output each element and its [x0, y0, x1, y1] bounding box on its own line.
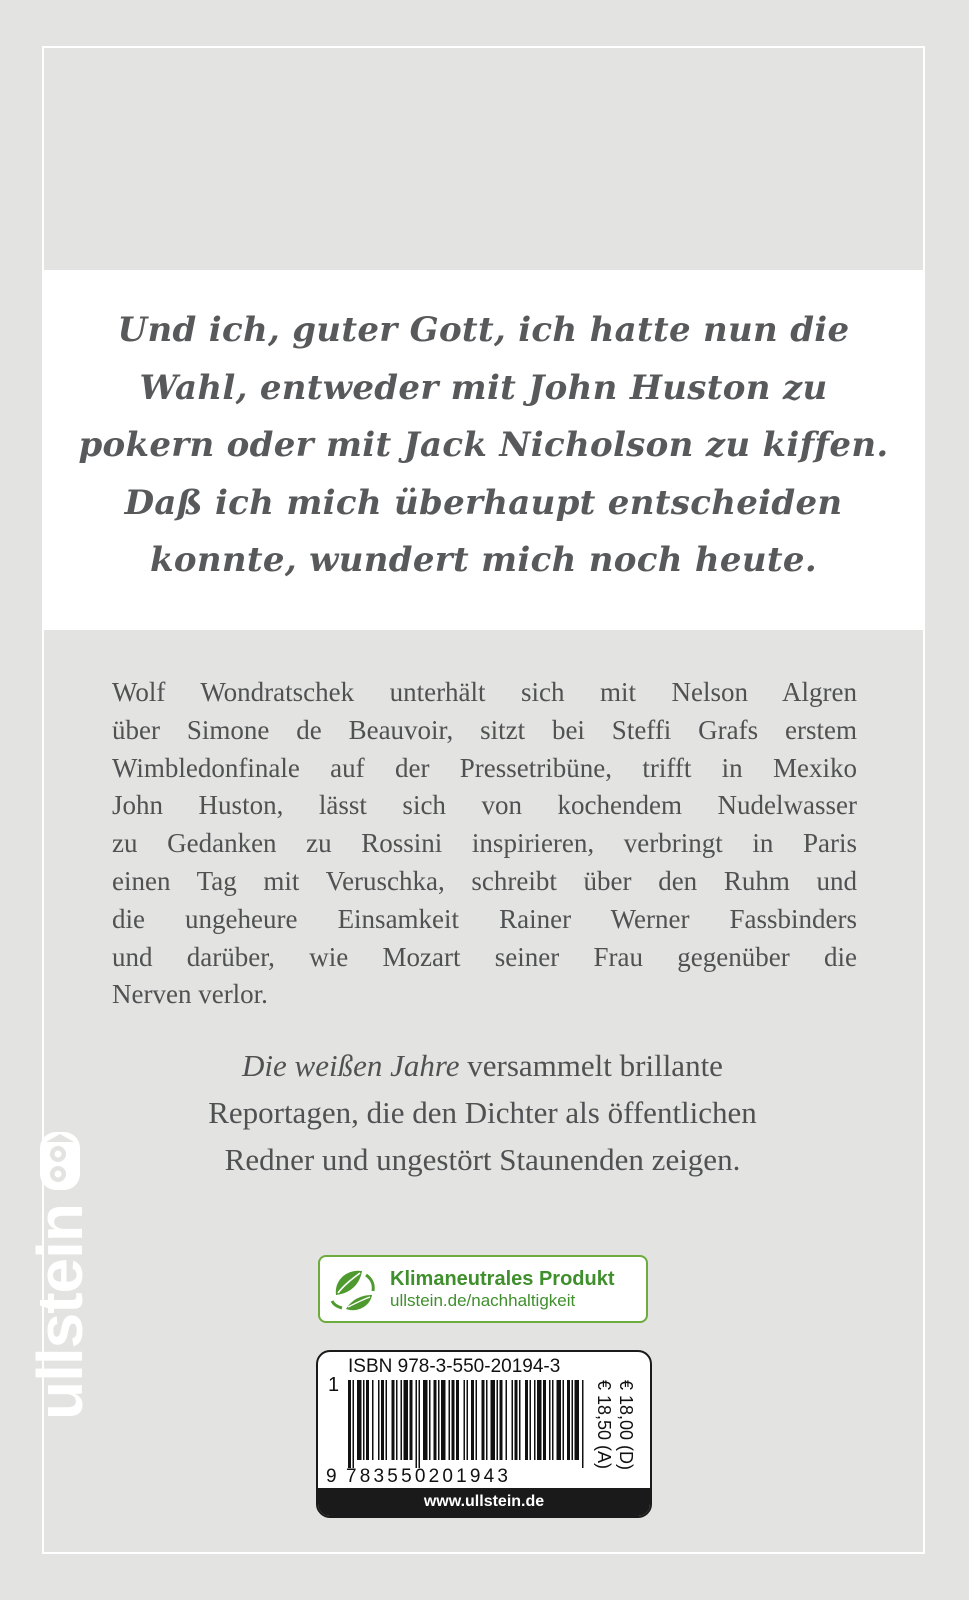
barcode-bar [363, 1380, 365, 1460]
blurb-line: Nerven verlor. [112, 979, 268, 1010]
quote-line: Daß ich mich überhaupt entscheiden [124, 482, 843, 523]
barcode-bar [534, 1380, 536, 1460]
badge-url: ullstein.de/nachhaltigkeit [390, 1291, 576, 1310]
barcode-bar [348, 1380, 351, 1468]
barcode-bar [381, 1380, 384, 1460]
barcode-bar [486, 1380, 488, 1460]
barcode-bar [401, 1380, 403, 1460]
climate-neutral-badge [318, 1255, 648, 1323]
barcode-bar [476, 1380, 478, 1460]
barcode-bar [552, 1380, 554, 1460]
barcode-bar [515, 1380, 518, 1460]
price-austria: € 18,50 (A) [594, 1380, 614, 1470]
leaf-globe-icon [326, 1261, 382, 1317]
barcode-bar [471, 1380, 474, 1460]
blurb-line: zu Gedanken zu Rossini inspirieren, verbringt in Paris [112, 828, 857, 859]
badge-title: Klimaneutrales Produkt [390, 1268, 615, 1290]
barcode-bar [563, 1380, 565, 1460]
barcode-bar [357, 1380, 362, 1460]
pitch-paragraph [110, 1042, 855, 1183]
edition-number: 1 [328, 1374, 340, 1396]
barcode-bar [452, 1380, 455, 1460]
barcode-bar [519, 1380, 521, 1460]
owl-logo-icon [36, 1130, 84, 1192]
barcode-bar [429, 1380, 431, 1460]
barcode-bar [441, 1380, 446, 1460]
barcode-bar [464, 1380, 466, 1460]
pitch-line [110, 1042, 855, 1089]
publisher-name: ullstein [24, 1203, 96, 1420]
pitch-line: Redner und ungestört Staunenden zeigen. [224, 1142, 741, 1177]
barcode-bar [366, 1380, 369, 1460]
barcode-bar [419, 1380, 421, 1468]
isbn-number: ISBN 978-3-550-20194-3 [348, 1356, 561, 1377]
barcode-bar [456, 1380, 459, 1460]
barcode-bar [449, 1380, 451, 1460]
barcode-bar [392, 1380, 395, 1460]
barcode-bar [386, 1380, 388, 1460]
badge-text [390, 1267, 615, 1311]
book-title: Die weißen Jahre [242, 1048, 460, 1083]
blurb-line: die ungeheure Einsamkeit Rainer Werner Fassbinders [112, 903, 857, 934]
blurb-paragraph [112, 674, 857, 1014]
quote-line: konnte, wundert mich noch heute. [150, 540, 817, 580]
barcode-bar [467, 1380, 469, 1460]
barcode-bar [525, 1380, 528, 1460]
barcode-bar [416, 1380, 418, 1468]
blurb-line: John Huston, lässt sich von kochendem Nudelwasser [112, 790, 857, 821]
barcode-bar [434, 1380, 437, 1460]
barcode-bars [348, 1380, 584, 1468]
publisher-logo [24, 1130, 96, 1420]
barcode-bar [396, 1380, 398, 1460]
quote-line: pokern oder mit Jack Nicholson zu kiffen. [78, 425, 889, 465]
publisher-website: www.ullstein.de [318, 1488, 650, 1516]
price-germany: € 18,00 (D) [616, 1380, 636, 1471]
barcode-bar [575, 1380, 580, 1460]
quote-line: Wahl, entweder mit John Huston zu [139, 367, 828, 408]
barcode-bar [378, 1380, 380, 1460]
barcode-bar [438, 1380, 440, 1460]
blurb-line: Wolf Wondratschek unterhält sich mit Nelson Algren [112, 677, 857, 707]
blurb-line: einen Tag mit Veruschka, schreibt über den Ruhm und [112, 865, 857, 896]
barcode-first-digit: 9 [326, 1466, 337, 1487]
barcode-bar [557, 1380, 562, 1460]
barcode-bar [572, 1380, 574, 1460]
barcode-bar [353, 1380, 355, 1468]
barcode-bar [537, 1380, 542, 1460]
barcode-bar [423, 1380, 428, 1460]
barcode-bar [404, 1380, 409, 1460]
barcode-label [316, 1350, 652, 1518]
quote-line: Und ich, guter Gott, ich hatte nun die [117, 310, 850, 350]
barcode-bar [582, 1380, 584, 1468]
blurb-line: und darüber, wie Mozart seiner Frau gegenüber die [112, 941, 857, 972]
pitch-text: versammelt brillante [459, 1048, 723, 1083]
barcode-bar [497, 1380, 499, 1460]
pull-quote [44, 302, 923, 590]
barcode-bar [500, 1380, 503, 1460]
barcode-bar [512, 1380, 514, 1460]
barcode-bar [530, 1380, 532, 1460]
barcode-bar [482, 1380, 485, 1460]
barcode-bar [549, 1380, 551, 1460]
price-block [588, 1380, 642, 1490]
barcode-bar [491, 1380, 496, 1460]
barcode-bar [567, 1380, 570, 1460]
blurb-line: Wimbledonfinale auf der Pressetribüne, trifft in Mexiko [112, 752, 857, 783]
barcode-digits: 783550201943 [346, 1466, 512, 1487]
blurb-line: über Simone de Beauvoir, sitzt bei Steffi Grafs erstem [112, 714, 857, 745]
barcode-bar [410, 1380, 413, 1460]
barcode-bar [506, 1380, 508, 1460]
barcode-bar [543, 1380, 546, 1460]
barcode-bar [372, 1380, 374, 1460]
pitch-line: Reportagen, die den Dichter als öffentlichen [208, 1095, 757, 1130]
